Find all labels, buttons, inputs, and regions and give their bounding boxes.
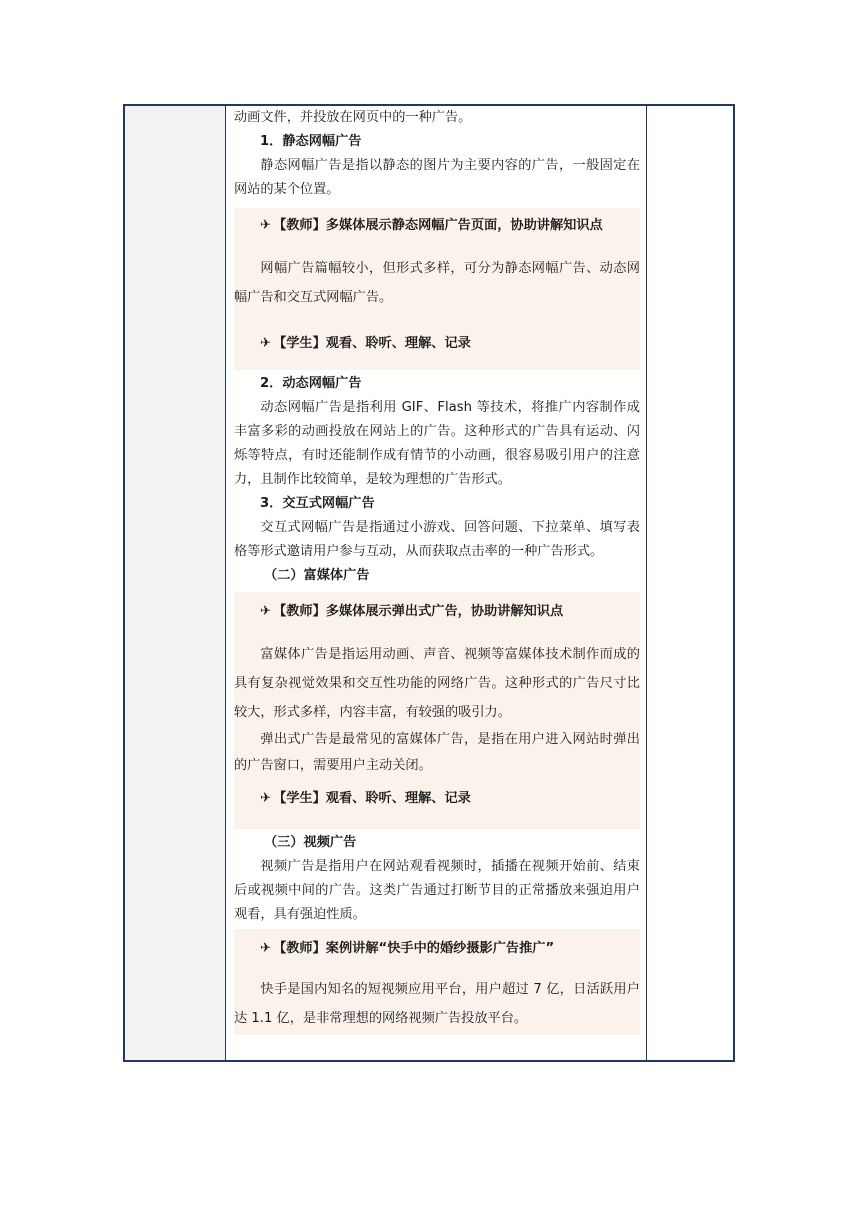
- activity-box-3: [234, 929, 640, 1035]
- static-banner-text: 静态网幅广告是指以静态的图片为主要内容的广告，一般固定在网站的某个位置。: [234, 158, 640, 197]
- student-activity-2: 【学生】观看、聆听、理解、记录: [273, 791, 471, 806]
- right-column: [647, 106, 733, 1060]
- airplane-icon: ✈: [260, 336, 272, 351]
- activity-box-2: [234, 592, 640, 829]
- airplane-icon: ✈: [260, 941, 272, 956]
- box3-paragraph: 快手是国内知名的短视频应用平台，用户超过 7 亿，日活跃用户达 1.1 亿，是非常理想的网络视频广告投放平台。: [234, 982, 640, 1026]
- teacher-activity-1: 【教师】多媒体展示静态网幅广告页面，协助讲解知识点: [273, 218, 603, 233]
- heading-video-ads: （三）视频广告: [264, 835, 357, 850]
- left-column: [125, 106, 226, 1060]
- box2-paragraph-1: 富媒体广告是指运用动画、声音、视频等富媒体技术制作而成的具有复杂视觉效果和交互性功能的网络广告。这种形式的广告尺寸比较大，形式多样，内容丰富，有较强的吸引力。: [234, 647, 640, 720]
- box1-paragraph: 网幅广告篇幅较小，但形式多样，可分为静态网幅广告、动态网幅广告和交互式网幅广告。: [234, 261, 640, 305]
- airplane-icon: ✈: [260, 604, 272, 619]
- student-activity-1: 【学生】观看、聆听、理解、记录: [273, 336, 471, 351]
- heading-dynamic-banner: 2．动态网幅广告: [260, 376, 362, 391]
- lesson-plan-table: [123, 104, 735, 1062]
- teacher-activity-2: 【教师】多媒体展示弹出式广告，协助讲解知识点: [273, 604, 564, 619]
- teacher-activity-3: 【教师】案例讲解“快手中的婚纱摄影广告推广”: [273, 941, 555, 956]
- heading-rich-media: （二）富媒体广告: [264, 568, 370, 583]
- heading-interactive-banner: 3．交互式网幅广告: [260, 496, 375, 511]
- heading-static-banner: 1．静态网幅广告: [260, 134, 362, 149]
- dynamic-banner-text: 动态网幅广告是指利用 GIF、Flash 等技术，将推广内容制作成丰富多彩的动画投放在网站上的广告。这种形式的广告具有运动、闪烁等特点，有时还能制作成有情节的小动画，很容易吸引用户的注意力，且制作比较简单，是较为理想的广告形式。: [234, 400, 640, 487]
- box2-paragraph-2: 弹出式广告是最常见的富媒体广告，是指在用户进入网站时弹出的广告窗口，需要用户主动关闭。: [234, 732, 640, 773]
- activity-box-1: [234, 208, 640, 370]
- content-column: [226, 106, 647, 1060]
- video-ads-text: 视频广告是指用户在网站观看视频时，插播在视频开始前、结束后或视频中间的广告。这类广告通过打断节目的正常播放来强迫用户观看，具有强迫性质。: [234, 859, 640, 922]
- airplane-icon: ✈: [260, 218, 272, 233]
- intro-tail-text: 动画文件，并投放在网页中的一种广告。: [234, 110, 472, 125]
- interactive-banner-text: 交互式网幅广告是指通过小游戏、回答问题、下拉菜单、填写表格等形式邀请用户参与互动，从而获取点击率的一种广告形式。: [234, 520, 640, 559]
- airplane-icon: ✈: [260, 791, 272, 806]
